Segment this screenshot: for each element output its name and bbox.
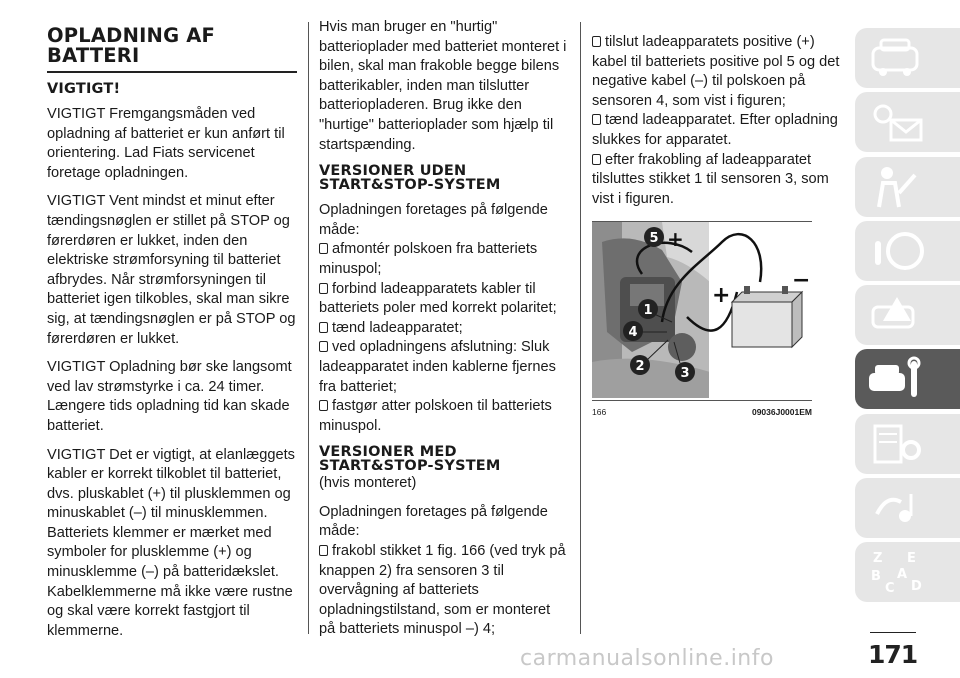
- paragraph: VIGTIGT Opladning bør ske langsomt ved lav strømstyrke i ca. 24 timer. Længere tids opladning tid kan skade batteriet.: [47, 359, 292, 434]
- plus-symbol: +: [712, 283, 731, 309]
- maintenance-car-icon: [867, 355, 927, 403]
- figure-caption: [592, 400, 812, 423]
- checkbox-bullet-icon: [592, 36, 601, 47]
- column-divider: [580, 22, 581, 634]
- bullet-item: fastgør atter polskoen til batteriets minuspol.: [319, 398, 552, 434]
- bullet-item: ved opladningens afslutning: Sluk ladeapparatet inden kablerne fjernes fra batteriet;: [319, 339, 556, 395]
- section-heading-without-startstop: VERSIONER UDEN START&STOP-SYSTEM: [319, 163, 501, 194]
- figure-code: 09036J0001EM: [751, 407, 812, 418]
- page-title: OPLADNING AF BATTERI: [47, 24, 216, 67]
- paragraph: VIGTIGT Vent mindst et minut efter tændingsnøglen er stillet på STOP og førerdøren er lukket, inden den elektriske strømforsyning til batteriet afbrydes. Når strømforsyningen til batteriet igen tilkobles, skal man sikre sig, at tændingsnøglen er på STOP og førerdøren er lukket.: [47, 193, 296, 347]
- technical-data-icon: [867, 420, 927, 468]
- checkbox-bullet-icon: [592, 154, 601, 165]
- tab-multimedia[interactable]: [855, 478, 960, 538]
- steering-wheel-icon: [867, 227, 927, 275]
- tab-emergency[interactable]: [855, 285, 960, 345]
- checkbox-bullet-icon: [319, 341, 328, 352]
- tab-technical-data[interactable]: [855, 414, 960, 474]
- column-1: [47, 26, 297, 650]
- column-3: [592, 33, 842, 423]
- section-note: (hvis monteret): [319, 475, 417, 492]
- column-2: [319, 18, 569, 640]
- watermark: carmanualsonline.info: [520, 646, 774, 671]
- callout-4: 4: [628, 325, 638, 341]
- minus-symbol: −: [792, 268, 811, 294]
- bullet-item: forbind ladeapparatets kabler til batteriets poler med korrekt polaritet;: [319, 280, 557, 317]
- svg-text:A: A: [897, 567, 908, 583]
- multimedia-icon: [867, 484, 927, 532]
- callout-5: 5: [649, 231, 659, 247]
- warning-lights-icon: [867, 98, 927, 146]
- callout-1: 1: [643, 303, 653, 319]
- plus-symbol-terminal: +: [667, 227, 684, 252]
- svg-text:C: C: [885, 581, 895, 597]
- tab-maintenance[interactable]: [855, 349, 960, 409]
- bullet-item: efter frakobling af ladeapparatet tilsluttes stikket 1 til sensoren 3, som vist i figuren.: [592, 151, 829, 207]
- car-dashboard-icon: [867, 34, 927, 82]
- safety-airbag-icon: [867, 163, 927, 211]
- svg-text:Z: Z: [873, 551, 883, 567]
- bullet-item: tænd ladeapparatet;: [319, 319, 569, 339]
- paragraph: VIGTIGT Fremgangsmåden ved opladning af batteriet er kun anført til orientering. Lad Fiats servicenet foretage opladningen.: [47, 106, 285, 181]
- bullet-item: afmontér polskoen fra batteriets minuspol;: [319, 241, 538, 277]
- tab-dashboard[interactable]: [855, 28, 960, 88]
- checkbox-bullet-icon: [319, 322, 328, 333]
- callout-2: 2: [635, 359, 645, 375]
- checkbox-bullet-icon: [592, 114, 601, 125]
- checkbox-bullet-icon: [319, 283, 328, 294]
- paragraph: VIGTIGT Det er vigtigt, at elanlæggets kabler er korrekt tilkoblet til batteriet, dvs. pluskablet (+) til plusklemmen og minuskablet (–) til minusklemmen. Batteriets klemmer er mærket med symboler for plusklemme (+) og minusklemme (–) på batteridækslet. Kabelklemmerne må ikke være rustne og skal være korrekt fastgjort til klemmerne.: [47, 446, 295, 639]
- warning-heading: VIGTIGT!: [47, 81, 121, 97]
- section-heading-with-startstop: VERSIONER MED START&STOP-SYSTEM: [319, 444, 501, 475]
- engine-bay-illustration: [592, 222, 812, 398]
- svg-text:B: B: [871, 569, 881, 585]
- tab-index[interactable]: [855, 542, 960, 602]
- intro-paragraph: Hvis man bruger en "hurtig" batterioplader med batteriet monteret i bilen, skal man frakoble begge bilens batterikabler, inden man tilslutter batteriopladeren. Brug ikke den "hurtige" batterioplader som hjælp til startspænding.: [319, 19, 567, 153]
- page-number-rule: [870, 632, 916, 633]
- checkbox-bullet-icon: [319, 545, 328, 556]
- title-rule: [47, 71, 297, 73]
- battery-charging-figure: [592, 221, 812, 398]
- emergency-icon: [867, 291, 927, 339]
- svg-text:D: D: [911, 579, 922, 595]
- page-number: 171: [868, 640, 918, 669]
- tab-warning-lights[interactable]: [855, 92, 960, 152]
- tab-starting-driving[interactable]: [855, 221, 960, 281]
- index-icon: [867, 548, 927, 596]
- tab-safety[interactable]: [855, 157, 960, 217]
- callout-3: 3: [680, 366, 690, 382]
- checkbox-bullet-icon: [319, 243, 328, 254]
- bullet-item: frakobl stikket 1 fig. 166 (ved tryk på knappen 2) fra sensoren 3 til overvågning af batteriets opladningstilstand, som er monteret på batteriets minuspol –) 4;: [319, 543, 566, 638]
- checkbox-bullet-icon: [319, 400, 328, 411]
- column-divider: [308, 22, 309, 634]
- svg-text:E: E: [907, 551, 916, 567]
- section-intro: Opladningen foretages på følgende måde:: [319, 202, 548, 238]
- bullet-item: tilslut ladeapparatets positive (+) kabel til batteriets positive pol 5 og det negative kabel (–) til polskoen på sensoren 4, som vist i figuren;: [592, 34, 840, 109]
- figure-number: 166: [592, 407, 607, 418]
- bullet-item: tænd ladeapparatet. Efter opladning slukkes for apparatet.: [592, 112, 838, 148]
- chapter-tabs: [855, 28, 960, 607]
- section-intro: Opladningen foretages på følgende måde:: [319, 503, 548, 540]
